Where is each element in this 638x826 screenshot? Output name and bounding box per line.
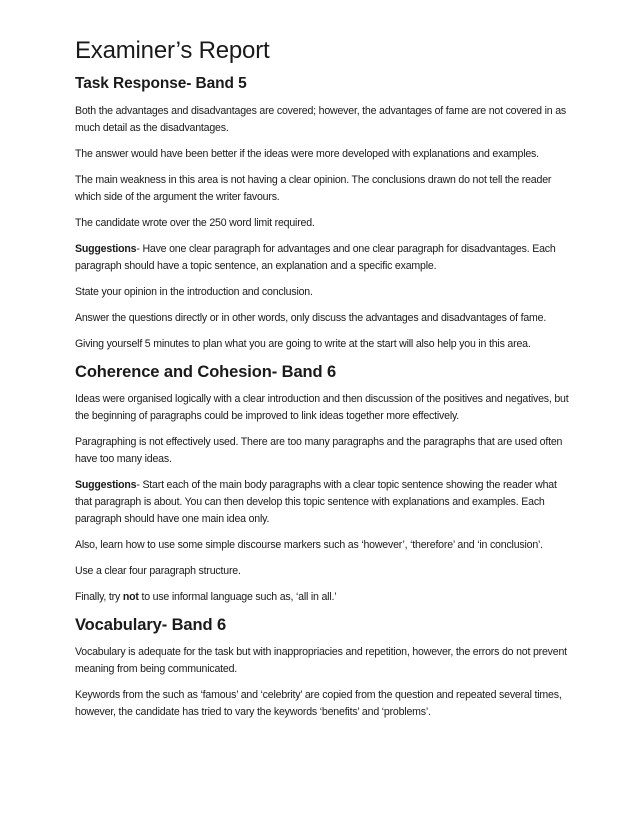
document-title: Examiner’s Report [75,37,270,64]
suggestions-label: Suggestions [75,479,137,491]
paragraph-text: - Have one clear paragraph for advantages and one clear paragraph for disadvantages. Each paragraph should have a topic sentence, an explanation and a specific example. [75,243,556,272]
paragraph: Keywords from the such as ‘famous’ and ‘celebrity’ are copied from the question and repeated several times, however, the candidate has tried to vary the keywords ‘benefits’ and ‘problems’. [75,689,562,718]
document-page [75,36,575,730]
paragraph: The answer would have been better if the ideas were more developed with explanations and examples. [75,148,539,160]
section-heading: Coherence and Cohesion- Band 6 [75,363,337,381]
paragraph: Answer the questions directly or in other words, only discuss the advantages and disadvantages of fame. [75,312,547,324]
paragraph: Both the advantages and disadvantages are covered; however, the advantages of fame are not covered in as much detail as the disadvantages. [75,105,566,134]
paragraph: Giving yourself 5 minutes to plan what you are going to write at the start will also help you in this area. [75,338,531,350]
paragraph-informal-language [75,589,575,606]
paragraph: Vocabulary is adequate for the task but with inappropriacies and repetition, however, the errors do not prevent meaning from being communicated. [75,646,567,675]
emphasis-not: not [122,591,139,603]
section-task-response [75,74,575,353]
paragraph: The main weakness in this area is not having a clear opinion. The conclusions drawn do not tell the reader which side of the argument the writer favours. [75,174,552,203]
suggestions-label: Suggestions [75,243,137,255]
paragraph-text: to use informal language such as, ‘all in all.’ [138,591,337,603]
paragraph: State your opinion in the introduction and conclusion. [75,286,313,298]
paragraph: Paragraphing is not effectively used. There are too many paragraphs and the paragraphs that are used often have too many ideas. [75,436,563,465]
paragraph-suggestions [75,241,575,275]
paragraph-suggestions [75,477,575,528]
section-vocabulary [75,615,575,721]
paragraph: Use a clear four paragraph structure. [75,565,241,577]
paragraph-text-pre: Finally, try [75,591,123,603]
paragraph: Also, learn how to use some simple discourse markers such as ‘however’, ‘therefore’ and ‘in conclusion’. [75,539,543,551]
paragraph-text: - Start each of the main body paragraphs with a clear topic sentence showing the reader what that paragraph is about. You can then develop this topic sentence with explanations and examples. Each paragraph should have one main idea only. [75,479,557,525]
section-heading: Vocabulary- Band 6 [75,616,227,634]
section-heading: Task Response- Band 5 [75,75,247,92]
section-coherence-cohesion [75,362,575,606]
paragraph: Ideas were organised logically with a clear introduction and then discussion of the positives and negatives, but the beginning of paragraphs could be improved to link ideas together more effectively. [75,393,569,422]
paragraph: The candidate wrote over the 250 word limit required. [75,217,315,229]
